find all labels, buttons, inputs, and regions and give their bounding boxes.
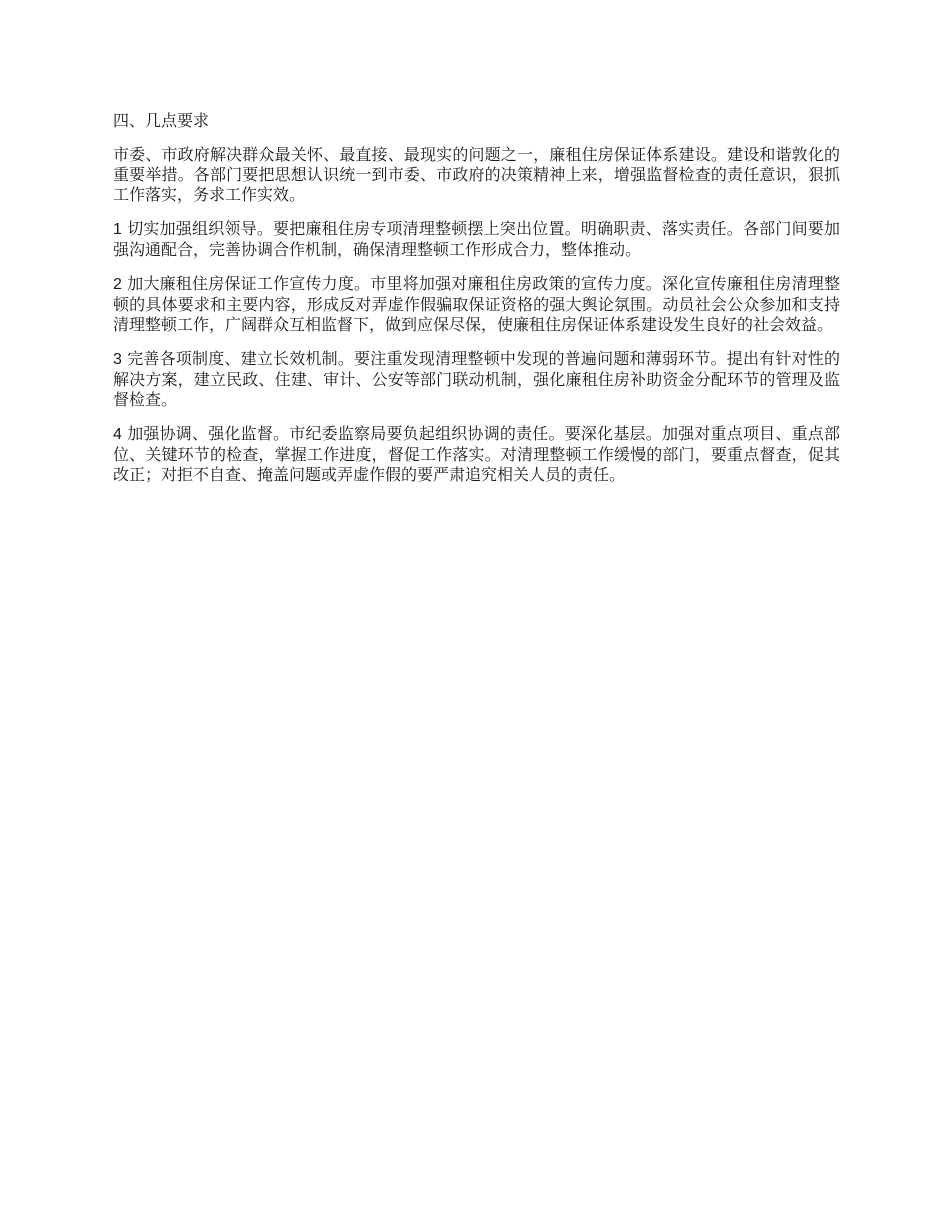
intro-paragraph: 市委、市政府解决群众最关怀、最直接、最现实的问题之一，廉租住房保证体系建设。建设和谐敦化的重要举措。各部门要把思想认识统一到市委、市政府的决策精神上来，增强监督检查的责任意识，狠抓工作落实，务求工作实效。: [113, 145, 840, 204]
requirement-item-3: [113, 349, 840, 410]
item-number: 4: [113, 426, 122, 443]
item-number: 1: [113, 221, 122, 238]
requirement-item-2: [113, 274, 840, 335]
item-number: 2: [113, 276, 122, 293]
item-text: 加大廉租住房保证工作宣传力度。市里将加强对廉租住房政策的宣传力度。深化宣传廉租住房清理整顿的具体要求和主要内容，形成反对弄虚作假骗取保证资格的强大舆论氛围。动员社会公众参加和支持清理整顿工作，广阔群众互相监督下，做到应保尽保，使廉租住房保证体系建设发生良好的社会效益。: [113, 274, 840, 334]
item-number: 3: [113, 351, 122, 368]
section-heading: 四、几点要求: [113, 111, 210, 130]
item-text: 切实加强组织领导。要把廉租住房专项清理整顿摆上突出位置。明确职责、落实责任。各部门间要加强沟通配合，完善协调合作机制，确保清理整顿工作形成合力，整体推动。: [113, 219, 840, 259]
requirement-item-1: [113, 219, 840, 260]
requirement-item-4: [113, 424, 840, 485]
document-page: [113, 111, 840, 499]
item-text: 完善各项制度、建立长效机制。要注重发现清理整顿中发现的普遍问题和薄弱环节。提出有针对性的解决方案，建立民政、住建、审计、公安等部门联动机制，强化廉租住房补助资金分配环节的管理及监督检查。: [113, 349, 840, 409]
item-text: 加强协调、强化监督。市纪委监察局要负起组织协调的责任。要深化基层。加强对重点项目、重点部位、关键环节的检查，掌握工作进度，督促工作落实。对清理整顿工作缓慢的部门，要重点督查，促其改正；对拒不自查、掩盖问题或弄虚作假的要严肃追究相关人员的责任。: [113, 424, 840, 484]
